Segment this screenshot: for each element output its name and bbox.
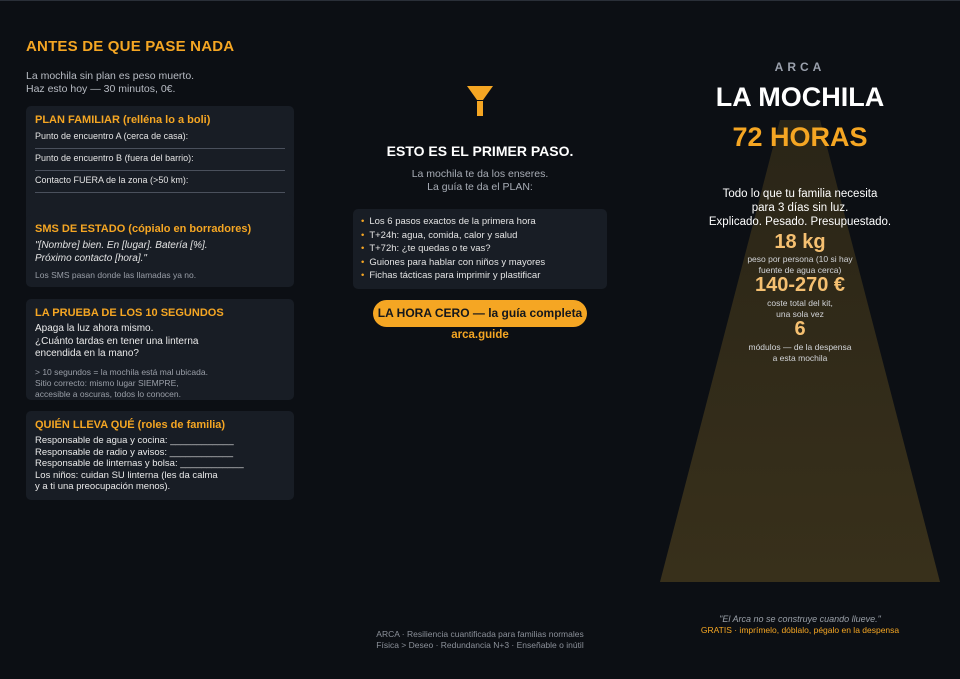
test-q1: Apaga la luz ahora mismo.: [35, 323, 154, 334]
plan-field-b[interactable]: Punto de encuentro B (fuera del barrio):: [35, 152, 285, 171]
middle-sub-2: La guía te da el PLAN:: [427, 181, 533, 193]
sms-line-2: Próximo contacto [hora].": [35, 253, 147, 264]
cover-hours: 72 HORAS: [732, 122, 868, 152]
desc-line-1: Todo lo que tu familia necesita: [722, 188, 878, 200]
desc-line-2: para 3 días sin luz.: [751, 202, 849, 214]
role-line: Responsable de radio y avisos: ____________: [35, 446, 234, 458]
plan-field-contact[interactable]: Contacto FUERA de la zona (>50 km):: [35, 174, 285, 193]
role-line: Responsable de linternas y bolsa: ____________: [35, 458, 244, 469]
stat-weight-note: [650, 254, 950, 276]
sms-note: Los SMS pasan donde las llamadas ya no.: [35, 270, 197, 280]
role-line: Los niños: cuidan SU linterna (les da calma: [35, 469, 218, 481]
cover-quote: "El Arca no se construye cuando llueve.": [719, 614, 881, 624]
weight-note-1: peso por persona (10 si hay: [747, 254, 853, 264]
stat-modules-note: [650, 342, 950, 364]
role-line: Responsable de agua y cocina: ____________: [35, 435, 234, 446]
test-n2: Sitio correcto: mismo lugar SIEMPRE,: [35, 377, 179, 388]
cost-note-2: una sola vez: [776, 309, 824, 319]
footer-line-2: Física > Deseo · Redundancia N+3 · Enseñable o inútil: [376, 640, 584, 650]
list-item-text: T+72h: ¿te quedas o te vas?: [369, 243, 491, 255]
bullet-icon: •: [361, 216, 365, 227]
cover-title: LA MOCHILA: [715, 82, 885, 112]
sms-line-1: "[Nombre] bien. En [lugar]. Batería [%].: [35, 240, 208, 251]
cover-description: [650, 187, 950, 229]
footer-line-1: ARCA · Resiliencia cuantificada para familias normales: [376, 629, 584, 639]
bullet-icon: •: [361, 243, 365, 255]
desc-line-3: Explicado. Pesado. Presupuestado.: [708, 216, 892, 228]
bullet-icon: •: [361, 256, 365, 268]
list-item-text: Guiones para hablar con niños y mayores: [369, 256, 546, 268]
brand-arca: ARCA: [774, 60, 826, 74]
role-line: y a ti una preocupación menos).: [35, 481, 171, 492]
modules-note-2: a esta mochila: [772, 353, 828, 363]
gratis-note: GRATIS · imprímelo, dóblalo, pégalo en la despensa: [700, 625, 900, 635]
cost-note-1: coste total del kit,: [767, 298, 833, 308]
stat-modules: 6: [794, 318, 806, 340]
plan-familiar-title: PLAN FAMILIAR (relléna lo a boli): [35, 114, 211, 126]
middle-sub-1: La mochila te da los enseres.: [411, 168, 549, 180]
intro-line-2: Haz esto hoy — 30 minutos, 0€.: [26, 83, 176, 95]
test-title: LA PRUEBA DE LOS 10 SEGUNDOS: [35, 307, 224, 319]
left-heading: ANTES DE QUE PASE NADA: [26, 38, 235, 55]
list-item-text: Fichas tácticas para imprimir y plastificar: [369, 270, 541, 282]
modules-note-1: módulos — de la despensa: [748, 342, 852, 352]
bullet-icon: •: [361, 270, 365, 282]
stat-cost-note: [650, 298, 950, 320]
guide-cta-button[interactable]: LA HORA CERO — la guía completa: [373, 300, 587, 327]
list-item-text: T+24h: agua, comida, calor y salud: [369, 229, 518, 241]
stat-cost: 140-270 €: [754, 274, 846, 296]
test-q2: ¿Cuánto tardas en tener una linterna: [35, 335, 199, 347]
roles-title: QUIÉN LLEVA QUÉ (roles de familia): [35, 419, 226, 431]
test-q3: encendida en la mano?: [35, 348, 139, 359]
weight-note-2: fuente de agua cerca): [758, 265, 842, 275]
middle-title: ESTO ES EL PRIMER PASO.: [386, 143, 574, 159]
plan-field-a[interactable]: Punto de encuentro A (cerca de casa):: [35, 130, 285, 149]
bullet-icon: •: [361, 229, 365, 241]
test-n1: > 10 segundos = la mochila está mal ubicada.: [35, 366, 208, 377]
test-n3: accesible a oscuras, todos lo conocen.: [35, 388, 182, 399]
stat-weight: 18 kg: [774, 231, 826, 253]
intro-line-1: La mochila sin plan es peso muerto.: [26, 70, 195, 82]
sms-title: SMS DE ESTADO (cópialo en borradores): [35, 223, 252, 235]
guide-url-link[interactable]: arca.guide: [451, 329, 509, 341]
list-item-text: Los 6 pasos exactos de la primera hora: [369, 216, 536, 227]
